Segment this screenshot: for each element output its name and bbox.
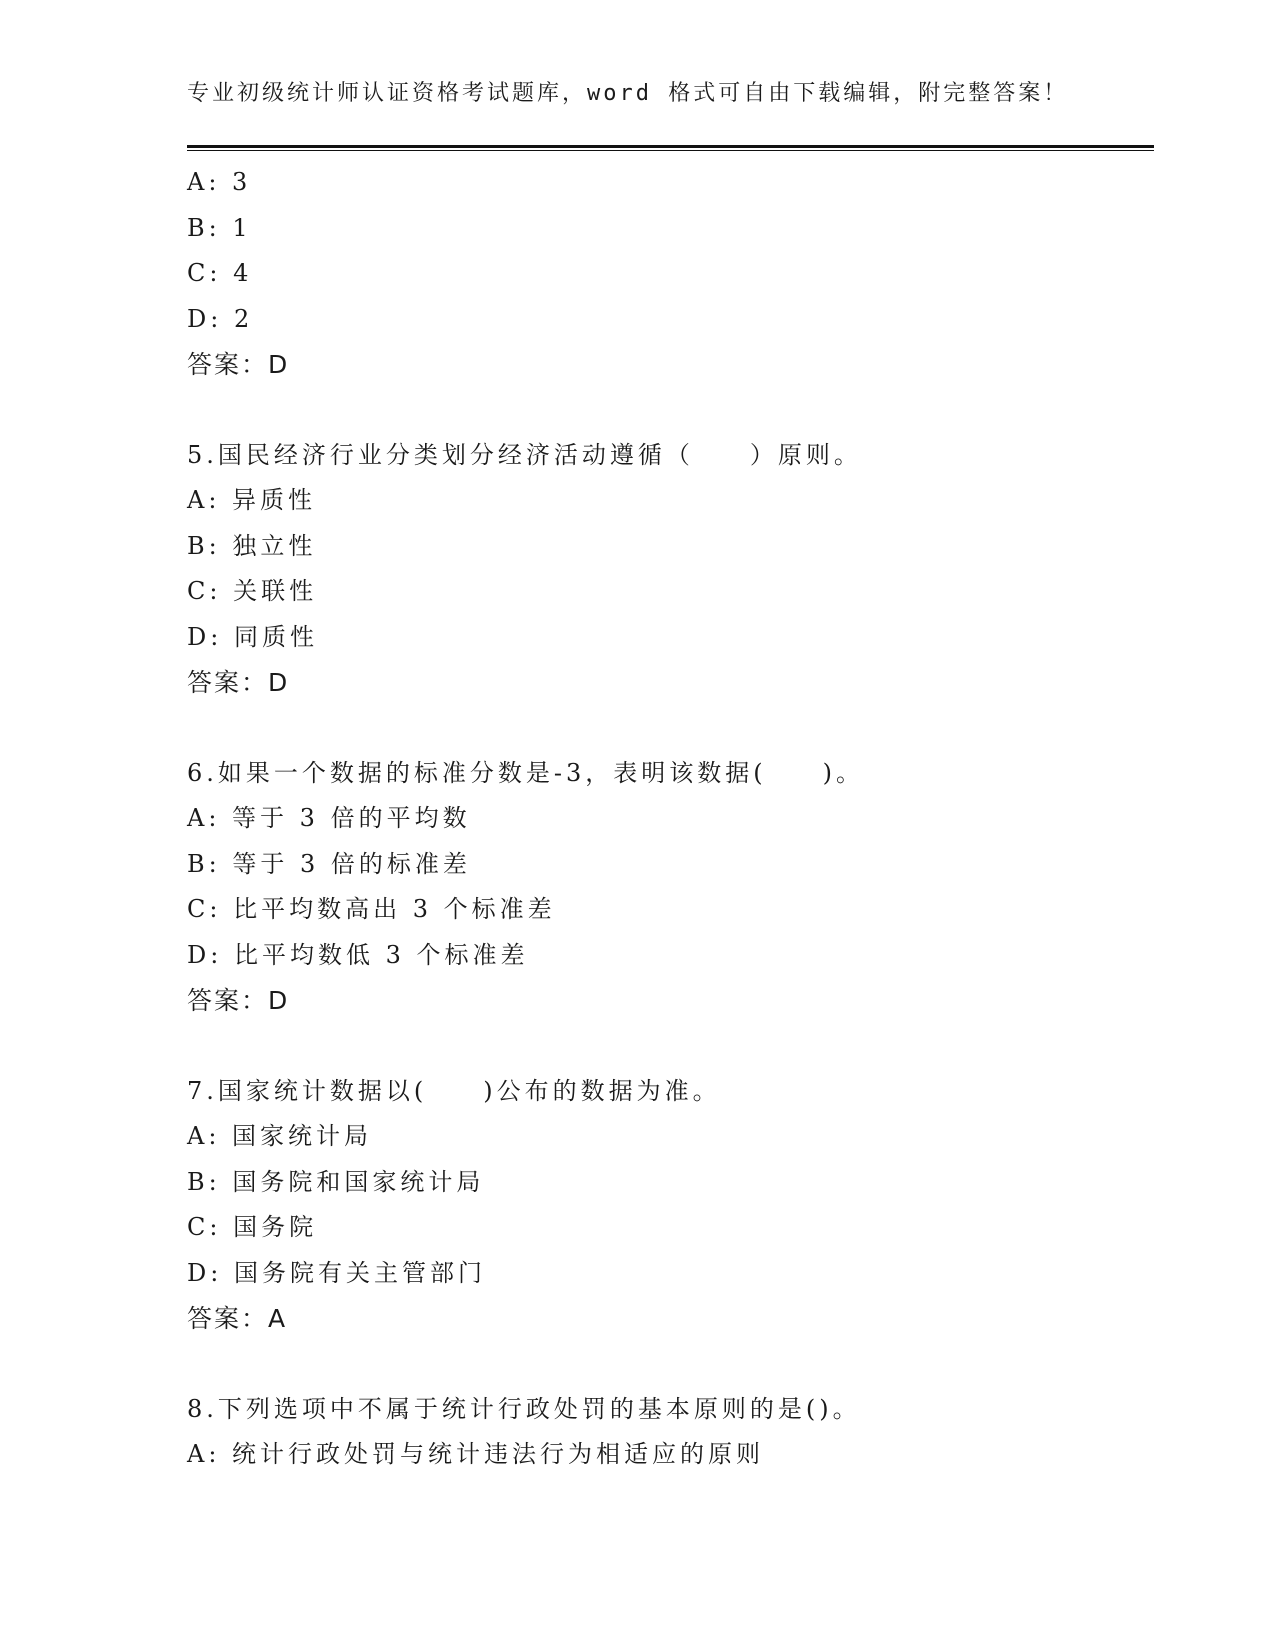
option-a: A: 国家统计局 bbox=[187, 1122, 373, 1150]
question-stem: 8.下列选项中不属于统计行政处罚的基本原则的是()。 bbox=[187, 1394, 861, 1423]
option-b: B: 国务院和国家统计局 bbox=[187, 1167, 485, 1196]
question-stem: 6.如果一个数据的标准分数是-3，表明该数据( )。 bbox=[187, 758, 865, 787]
option-b: B: 等于 3 倍的标准差 bbox=[187, 849, 471, 878]
question-stem: 5.国民经济行业分类划分经济活动遵循（ ）原则。 bbox=[187, 440, 862, 469]
page-header: 专业初级统计师认证资格考试题库，word 格式可自由下载编辑，附完整答案！ bbox=[187, 81, 1069, 106]
option-c: C: 比平均数高出 3 个标准差 bbox=[187, 895, 556, 923]
question-stem: 7.国家统计数据以( )公布的数据为准。 bbox=[187, 1076, 721, 1105]
header-divider bbox=[187, 145, 1154, 151]
question-list bbox=[187, 160, 1154, 1478]
option-d: D: 比平均数低 3 个标准差 bbox=[187, 940, 529, 969]
answer: 答案：A bbox=[187, 1304, 288, 1333]
answer: 答案：D bbox=[187, 986, 290, 1015]
question-8 bbox=[187, 1387, 1154, 1478]
option-a: A: 异质性 bbox=[187, 486, 317, 514]
question-4-continued bbox=[187, 160, 1154, 388]
question-7 bbox=[187, 1069, 1154, 1342]
option-c: C: 4 bbox=[187, 259, 253, 287]
question-6 bbox=[187, 751, 1154, 1024]
answer: 答案：D bbox=[187, 350, 290, 379]
option-a: A: 3 bbox=[187, 168, 252, 196]
option-c: C: 国务院 bbox=[187, 1213, 318, 1241]
option-d: D: 2 bbox=[187, 304, 254, 333]
option-d: D: 同质性 bbox=[187, 622, 318, 651]
option-d: D: 国务院有关主管部门 bbox=[187, 1258, 486, 1287]
spacer bbox=[187, 388, 1154, 433]
option-b: B: 独立性 bbox=[187, 531, 317, 560]
spacer bbox=[187, 1024, 1154, 1069]
spacer bbox=[187, 706, 1154, 751]
option-a: A: 等于 3 倍的平均数 bbox=[187, 804, 471, 832]
option-b: B: 1 bbox=[187, 213, 252, 242]
answer: 答案：D bbox=[187, 668, 290, 697]
option-a: A: 统计行政处罚与统计违法行为相适应的原则 bbox=[187, 1440, 765, 1468]
question-5 bbox=[187, 433, 1154, 706]
spacer bbox=[187, 1342, 1154, 1387]
option-c: C: 关联性 bbox=[187, 577, 318, 605]
